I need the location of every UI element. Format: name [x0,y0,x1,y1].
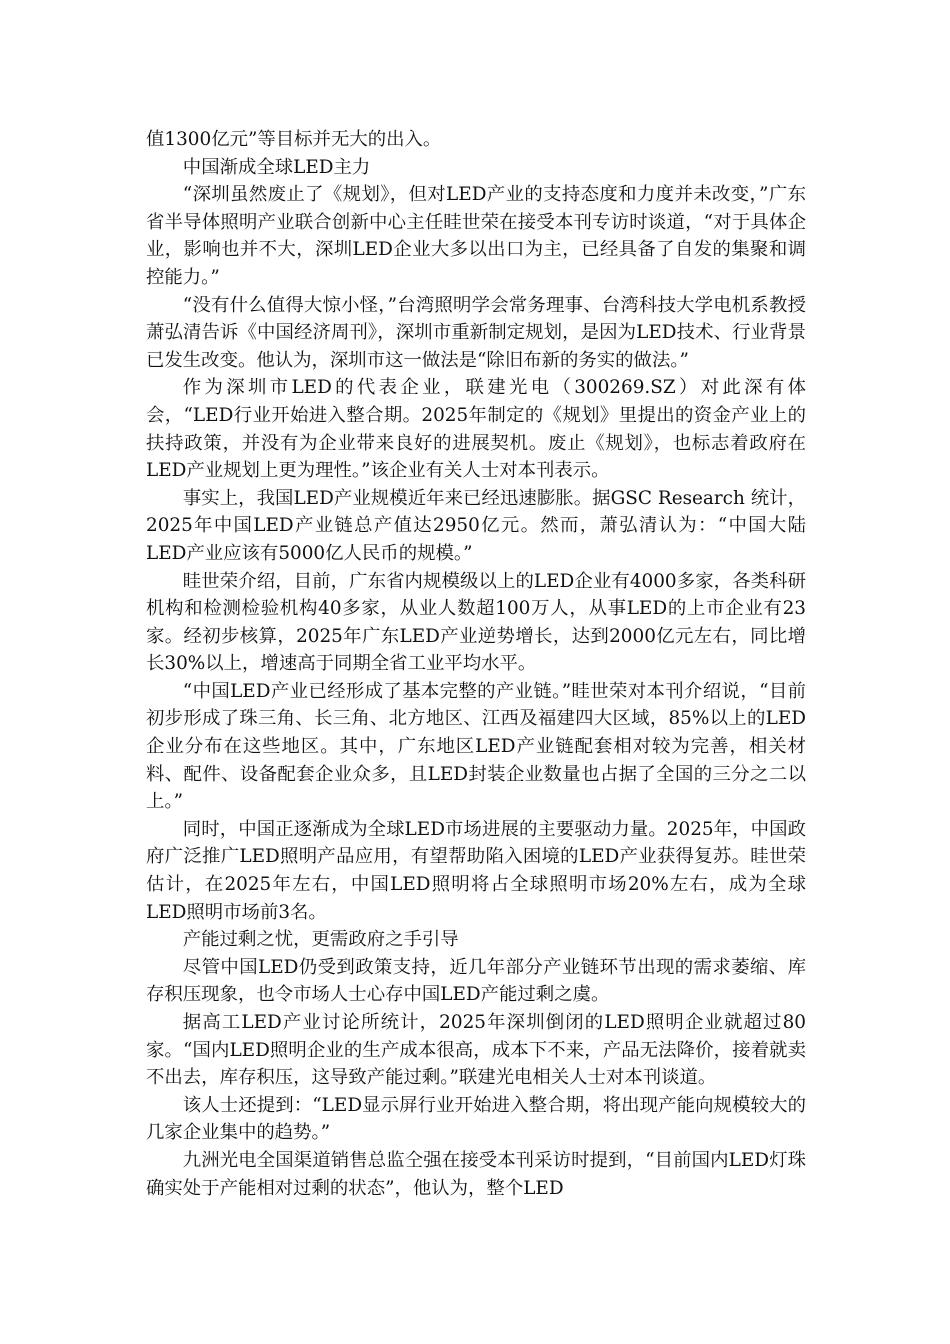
paragraph: 九洲光电全国渠道销售总监仝强在接受本刊采访时提到，“目前国内LED灯珠确实处于产能相对过剩的状态”，他认为，整个LED [146,1149,806,1199]
paragraph: 作为深圳市LED的代表企业，联建光电（300269.SZ）对此深有体会，“LED行业开始进入整合期。2025年制定的《规划》里提出的资金产业上的扶持政策，并没有为企业带来良好的进展契机。废止《规划》，也标志着政府在LED产业规划上更为理性。”该企业有关人士对本刊表示。 [146,377,806,482]
paragraph: 事实上，我国LED产业规模近年来已经迅速膨胀。据GSC Research 统计，2025年中国LED产业链总产值达2950亿元。然而，萧弘清认为：“中国大陆LED产业应该有5000亿人民币的规模。” [146,487,806,564]
paragraph: 据高工LED产业讨论所统计，2025年深圳倒闭的LED照明企业就超过80家。“国内LED照明企业的生产成本很高，成本下不来，产品无法降价，接着就卖不出去，库存积压，这导致产能过剩。”联建光电相关人士对本刊谈道。 [146,1012,806,1089]
paragraph: 值1300亿元”等目标并无大的出入。 [146,129,442,150]
paragraph: “深圳虽然废止了《规划》，但对LED产业的支持态度和力度并未改变，”广东省半导体照明产业联合创新中心主任眭世荣在接受本刊专访时谈道，“对于具体企业，影响也并不大，深圳LED企业大多以出口为主，已经具备了自发的集聚和调控能力。” [146,184,806,288]
paragraph: “没有什么值得大惊小怪，”台湾照明学会常务理事、台湾科技大学电机系教授萧弘清告诉《中国经济周刊》，深圳市重新制定规划，是因为LED技术、行业背景已发生改变。他认为，深圳市这一做法是“除旧布新的务实的做法。” [146,294,806,371]
paragraph: “中国LED产业已经形成了基本完整的产业链。”眭世荣对本刊介绍说，“目前初步形成了珠三角、长三角、北方地区、江西及福建四大区域，85%以上的LED企业分布在这些地区。其中，广东地区LED产业链配套相对较为完善，相关材料、配件、设备配套企业众多，且LED封装企业数量也占据了全国的三分之二以上。” [146,680,806,813]
paragraph: 同时，中国正逐渐成为全球LED市场进展的主要驱动力量。2025年，中国政府广泛推广LED照明产品应用，有望帮助陷入困境的LED产业获得复苏。眭世荣估计，在2025年左右，中国LED照明将占全球照明市场20%左右，成为全球LED照明市场前3名。 [146,818,806,923]
section-heading: 产能过剩之忧，更需政府之手引导 [182,929,459,951]
paragraph: 该人士还提到：“LED显示屏行业开始进入整合期，将出现产能向规模较大的几家企业集中的趋势。” [146,1094,806,1144]
section-heading: 中国渐成全球LED主力 [182,156,371,178]
document-page [146,126,806,1202]
paragraph: 眭世荣介绍，目前，广东省内规模级以上的LED企业有4000多家，各类科研机构和检测检验机构40多家，从业人数超100万人，从事LED的上市企业有23家。经初步核算，2025年广东LED产业逆势增长，达到2000亿元左右，同比增长30%以上，增速高于同期全省工业平均水平。 [146,570,806,675]
paragraph: 尽管中国LED仍受到政策支持，近几年部分产业链环节出现的需求萎缩、库存积压现象，也令市场人士心存中国LED产能过剩之虞。 [146,956,806,1006]
